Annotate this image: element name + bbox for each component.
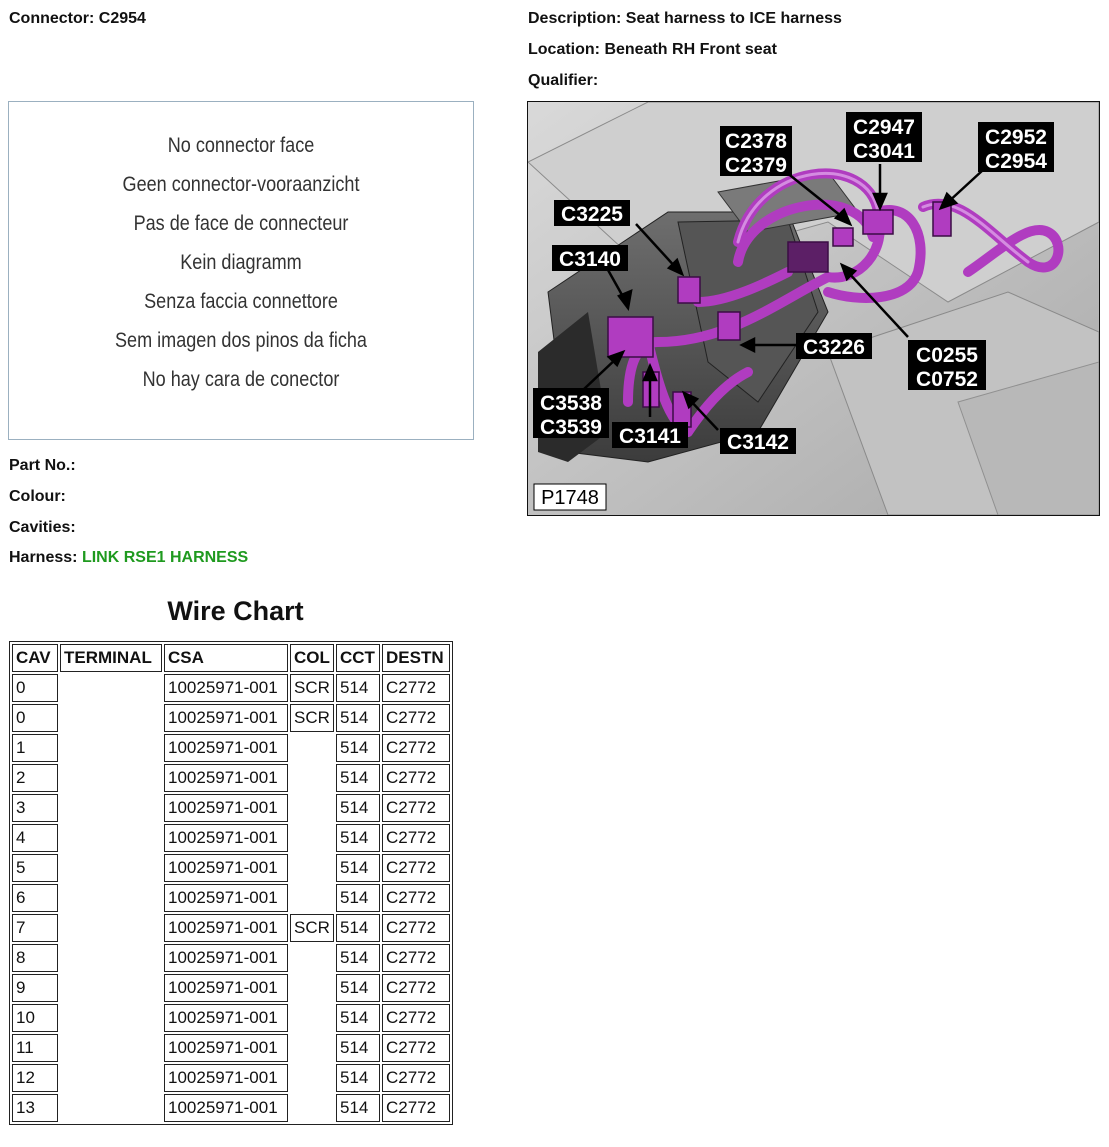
location-value: Beneath RH Front seat xyxy=(604,41,777,58)
table-row xyxy=(12,794,450,822)
no-face-text-fr: Pas de face de connecteur xyxy=(133,212,349,235)
cell-destn: C2772 xyxy=(382,884,450,912)
header-terminal: TERMINAL xyxy=(60,644,162,672)
cell-cav: 7 xyxy=(12,914,58,942)
cell-terminal xyxy=(60,1034,162,1062)
cell-destn: C2772 xyxy=(382,1004,450,1032)
table-row xyxy=(12,1004,450,1032)
cell-terminal xyxy=(60,1064,162,1092)
no-face-text-it: Senza faccia connettore xyxy=(144,290,338,313)
cell-cav: 2 xyxy=(12,764,58,792)
cavities-label: Cavities: xyxy=(9,519,76,536)
cell-csa: 10025971-001 xyxy=(164,794,288,822)
table-row xyxy=(12,1094,450,1122)
cell-cct: 514 xyxy=(336,794,380,822)
cell-cav: 0 xyxy=(12,704,58,732)
svg-text:C3140: C3140 xyxy=(559,248,621,271)
cell-cct: 514 xyxy=(336,854,380,882)
cell-destn: C2772 xyxy=(382,1064,450,1092)
cell-col xyxy=(290,854,334,882)
cell-destn: C2772 xyxy=(382,1034,450,1062)
cell-col: SCR xyxy=(290,914,334,942)
cell-terminal xyxy=(60,1094,162,1122)
cell-csa: 10025971-001 xyxy=(164,1094,288,1122)
wire-chart-body xyxy=(12,674,450,1122)
cell-csa: 10025971-001 xyxy=(164,974,288,1002)
cell-cav: 13 xyxy=(12,1094,58,1122)
cell-terminal xyxy=(60,764,162,792)
cell-destn: C2772 xyxy=(382,974,450,1002)
table-row xyxy=(12,764,450,792)
cell-col xyxy=(290,884,334,912)
no-face-text-pt: Sem imagen dos pinos da ficha xyxy=(114,329,367,352)
cell-destn: C2772 xyxy=(382,734,450,762)
cell-cav: 9 xyxy=(12,974,58,1002)
cell-terminal xyxy=(60,824,162,852)
cell-col xyxy=(290,1034,334,1062)
callout-c3140 xyxy=(552,245,628,271)
cell-cct: 514 xyxy=(336,944,380,972)
cell-terminal xyxy=(60,734,162,762)
cell-csa: 10025971-001 xyxy=(164,944,288,972)
callout-c2947-c3041 xyxy=(846,112,922,163)
callout-c3538-c3539 xyxy=(533,388,609,439)
cell-csa: 10025971-001 xyxy=(164,914,288,942)
cell-terminal xyxy=(60,974,162,1002)
table-row xyxy=(12,824,450,852)
harness-field xyxy=(9,549,248,567)
svg-text:C3539: C3539 xyxy=(540,416,602,439)
svg-text:C3142: C3142 xyxy=(727,431,789,454)
svg-text:C3226: C3226 xyxy=(803,336,865,359)
cell-csa: 10025971-001 xyxy=(164,764,288,792)
cell-cct: 514 xyxy=(336,764,380,792)
table-row xyxy=(12,1064,450,1092)
svg-text:C3141: C3141 xyxy=(619,425,681,448)
cell-cct: 514 xyxy=(336,734,380,762)
description-field xyxy=(528,10,842,28)
table-row xyxy=(12,704,450,732)
no-face-text-en: No connector face xyxy=(167,134,315,157)
cell-csa: 10025971-001 xyxy=(164,734,288,762)
no-face-text-es: No hay cara de conector xyxy=(142,368,340,391)
cell-cct: 514 xyxy=(336,914,380,942)
cell-cct: 514 xyxy=(336,824,380,852)
svg-text:C0255: C0255 xyxy=(916,344,978,367)
description-label: Description: xyxy=(528,10,622,27)
cell-terminal xyxy=(60,674,162,702)
table-row xyxy=(12,854,450,882)
cell-col xyxy=(290,764,334,792)
header-cav: CAV xyxy=(12,644,58,672)
svg-text:C2378: C2378 xyxy=(725,130,787,153)
cell-destn: C2772 xyxy=(382,1094,450,1122)
cell-col: SCR xyxy=(290,674,334,702)
svg-text:C3041: C3041 xyxy=(853,140,915,163)
cell-cct: 514 xyxy=(336,974,380,1002)
harness-label: Harness: xyxy=(9,549,78,566)
cell-cct: 514 xyxy=(336,1004,380,1032)
location-label: Location: xyxy=(528,41,600,58)
cell-destn: C2772 xyxy=(382,854,450,882)
cell-destn: C2772 xyxy=(382,794,450,822)
cell-cav: 11 xyxy=(12,1034,58,1062)
callout-c3142 xyxy=(720,428,796,454)
cell-col xyxy=(290,824,334,852)
cell-col xyxy=(290,974,334,1002)
cell-cct: 514 xyxy=(336,1034,380,1062)
cavities-field xyxy=(9,519,76,537)
cell-destn: C2772 xyxy=(382,674,450,702)
cell-cct: 514 xyxy=(336,884,380,912)
cell-col: SCR xyxy=(290,704,334,732)
cell-destn: C2772 xyxy=(382,704,450,732)
cell-cav: 10 xyxy=(12,1004,58,1032)
cell-col xyxy=(290,1064,334,1092)
no-face-text-nl: Geen connector-vooraanzicht xyxy=(122,173,360,196)
cell-cav: 1 xyxy=(12,734,58,762)
cell-cav: 8 xyxy=(12,944,58,972)
table-row xyxy=(12,974,450,1002)
cell-col xyxy=(290,1004,334,1032)
cell-cav: 4 xyxy=(12,824,58,852)
cell-csa: 10025971-001 xyxy=(164,1034,288,1062)
cell-csa: 10025971-001 xyxy=(164,884,288,912)
table-row xyxy=(12,944,450,972)
cell-col xyxy=(290,944,334,972)
part-no-label: Part No.: xyxy=(9,457,76,474)
cell-cav: 12 xyxy=(12,1064,58,1092)
cell-cct: 514 xyxy=(336,1064,380,1092)
cell-destn: C2772 xyxy=(382,824,450,852)
cell-cav: 5 xyxy=(12,854,58,882)
header-cct: CCT xyxy=(336,644,380,672)
svg-text:C0752: C0752 xyxy=(916,368,978,391)
qualifier-label: Qualifier: xyxy=(528,72,599,89)
cell-col xyxy=(290,794,334,822)
cell-cav: 3 xyxy=(12,794,58,822)
cell-destn: C2772 xyxy=(382,764,450,792)
cell-col xyxy=(290,1094,334,1122)
callout-c3225 xyxy=(554,200,630,226)
cell-terminal xyxy=(60,794,162,822)
description-value: Seat harness to ICE harness xyxy=(625,10,842,27)
svg-text:C2954: C2954 xyxy=(985,150,1047,173)
cell-terminal xyxy=(60,884,162,912)
cell-csa: 10025971-001 xyxy=(164,674,288,702)
connector-value: C2954 xyxy=(98,10,146,27)
qualifier-field xyxy=(528,72,598,90)
cell-terminal xyxy=(60,704,162,732)
harness-link[interactable]: LINK RSE1 HARNESS xyxy=(81,549,249,566)
wire-chart-table xyxy=(9,641,453,1125)
colour-label: Colour: xyxy=(9,488,66,505)
svg-text:C3225: C3225 xyxy=(561,203,623,226)
svg-text:C3538: C3538 xyxy=(540,392,602,415)
no-face-text-de: Kein diagramm xyxy=(180,251,302,274)
callout-c2378-c2379 xyxy=(720,126,792,177)
cell-csa: 10025971-001 xyxy=(164,1064,288,1092)
connector-field xyxy=(9,10,146,28)
callout-c0255-c0752 xyxy=(908,340,986,391)
cell-csa: 10025971-001 xyxy=(164,704,288,732)
cell-csa: 10025971-001 xyxy=(164,1004,288,1032)
cell-csa: 10025971-001 xyxy=(164,854,288,882)
cell-cav: 0 xyxy=(12,674,58,702)
cell-csa: 10025971-001 xyxy=(164,824,288,852)
cell-terminal xyxy=(60,914,162,942)
location-svg xyxy=(528,102,1099,515)
cell-terminal xyxy=(60,944,162,972)
wire-chart-header-row xyxy=(12,644,450,672)
table-row xyxy=(12,734,450,762)
wire-chart-title: Wire Chart xyxy=(167,596,304,626)
cell-col xyxy=(290,734,334,762)
location-field xyxy=(528,41,777,59)
colour-field xyxy=(9,488,66,506)
connector-label: Connector: xyxy=(9,10,95,27)
svg-text:C2379: C2379 xyxy=(725,154,787,177)
part-no-field xyxy=(9,457,76,475)
table-row xyxy=(12,674,450,702)
svg-text:C2952: C2952 xyxy=(985,126,1047,149)
cell-terminal xyxy=(60,854,162,882)
table-row xyxy=(12,914,450,942)
callout-c3226 xyxy=(796,333,872,359)
header-csa: CSA xyxy=(164,644,288,672)
svg-text:P1748: P1748 xyxy=(541,487,599,509)
table-row xyxy=(12,884,450,912)
header-destn: DESTN xyxy=(382,644,450,672)
svg-text:C2947: C2947 xyxy=(853,116,915,139)
cell-terminal xyxy=(60,1004,162,1032)
callout-c2952-c2954 xyxy=(978,122,1054,173)
cell-cav: 6 xyxy=(12,884,58,912)
cell-destn: C2772 xyxy=(382,914,450,942)
cell-cct: 514 xyxy=(336,674,380,702)
callout-c3141 xyxy=(612,422,688,448)
photo-id-label xyxy=(534,484,606,510)
cell-destn: C2772 xyxy=(382,944,450,972)
table-row xyxy=(12,1034,450,1062)
cell-cct: 514 xyxy=(336,1094,380,1122)
header-col: COL xyxy=(290,644,334,672)
no-connector-face-panel xyxy=(8,101,474,440)
connector-location-illustration xyxy=(527,101,1100,516)
cell-cct: 514 xyxy=(336,704,380,732)
